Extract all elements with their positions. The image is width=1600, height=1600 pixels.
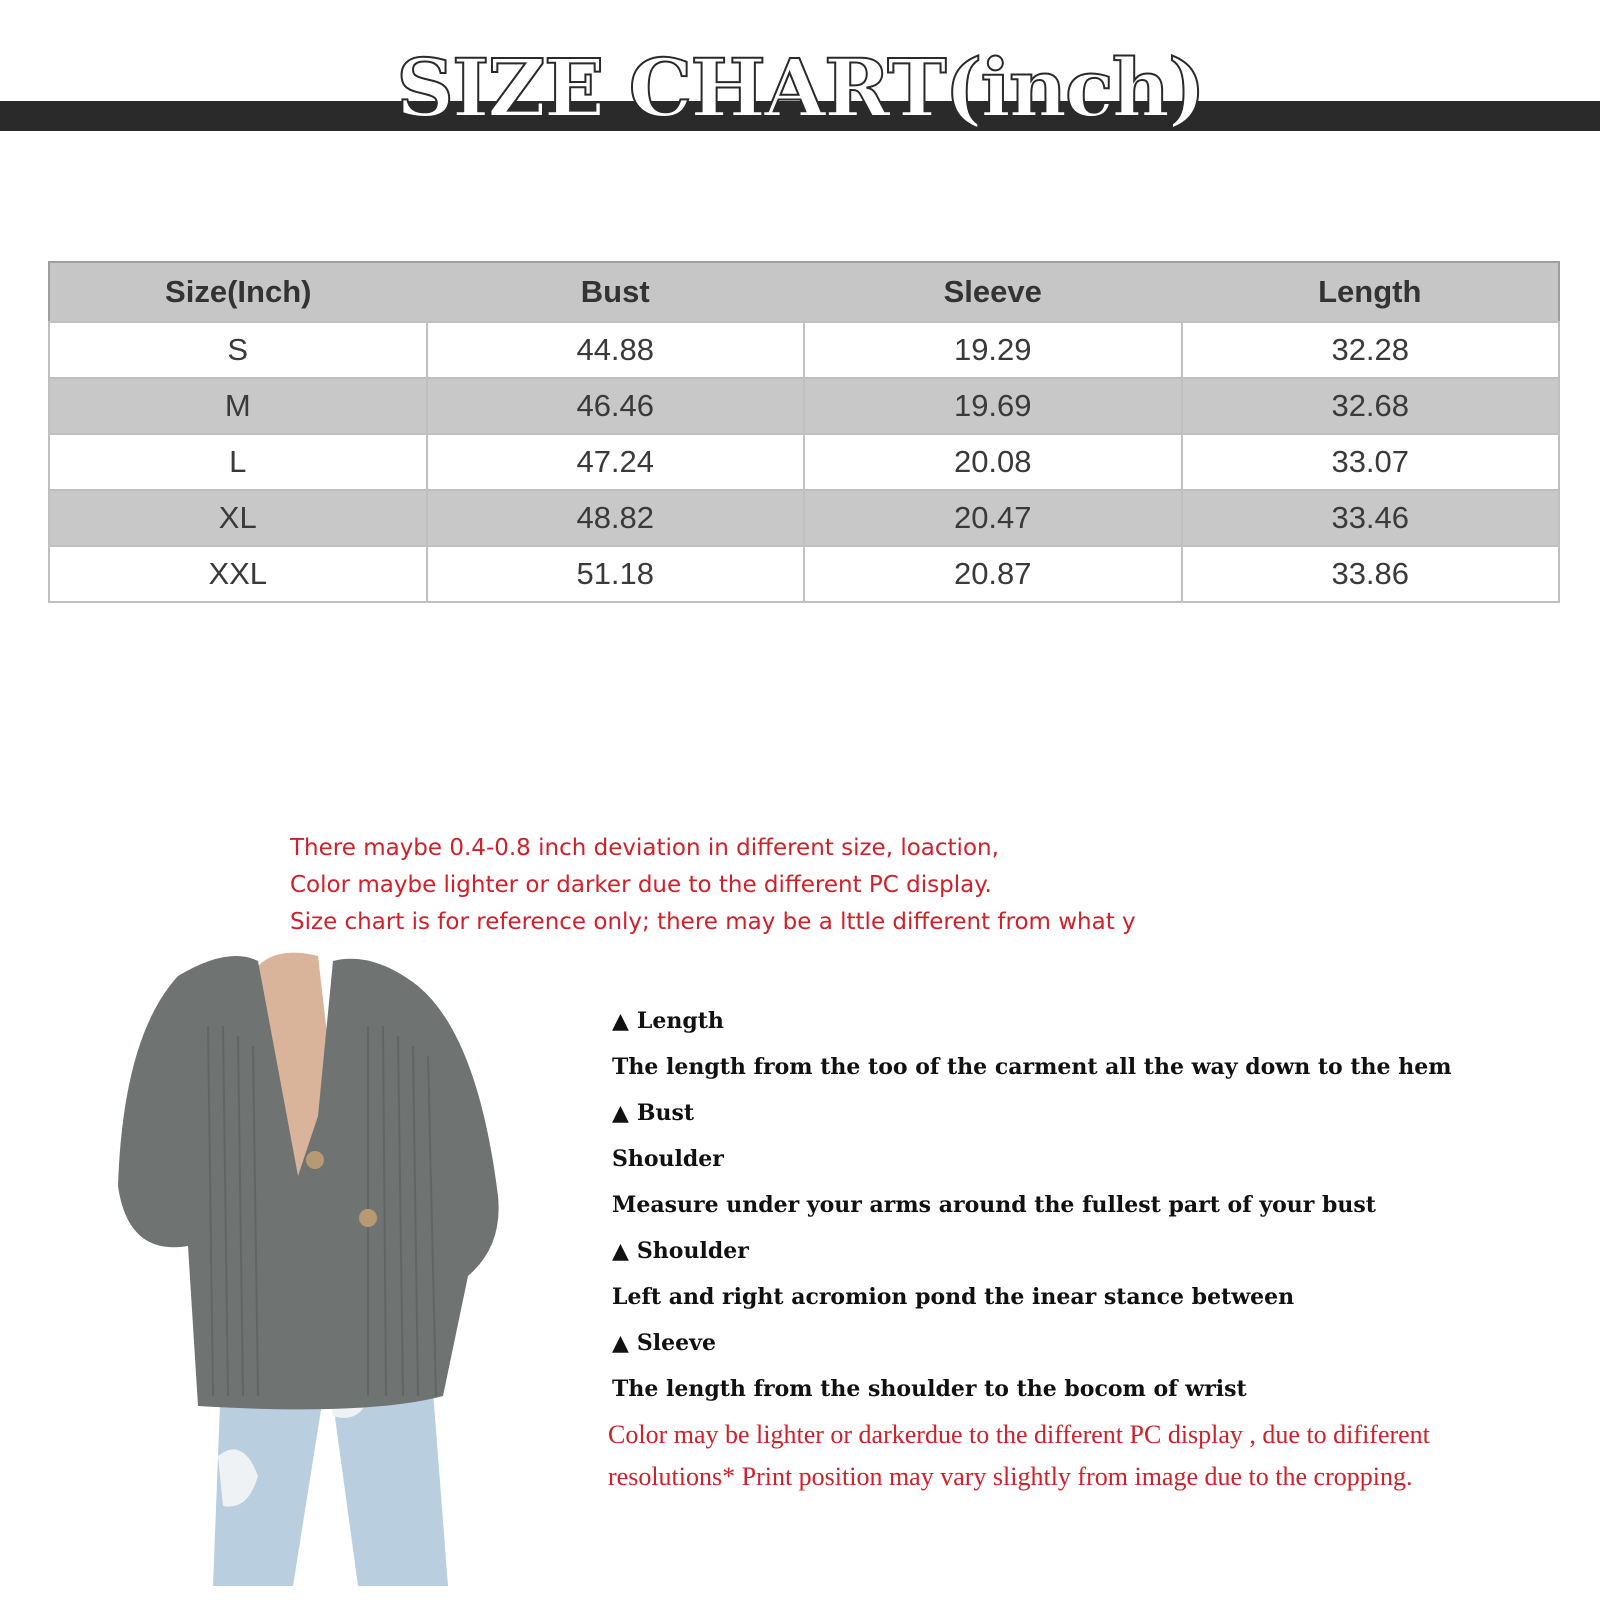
table-cell: 19.29 [804,322,1182,378]
table-cell: 33.07 [1182,434,1560,490]
guide-description: Left and right acromion pond the inear stance between [612,1284,1295,1310]
button-shape [359,1209,377,1227]
guide-heading-shoulder: ▲ Shoulder [612,1228,1572,1274]
table-cell: 20.08 [804,434,1182,490]
size-table [48,261,1560,603]
triangle-icon: ▲ [612,1008,629,1034]
table-cell: 20.87 [804,546,1182,602]
table-cell: 44.88 [427,322,805,378]
table-cell: 19.69 [804,378,1182,434]
column-header: Bust [427,262,805,322]
triangle-icon: ▲ [612,1238,629,1264]
table-header-row [49,262,1559,322]
table-row [49,490,1559,546]
table-cell: S [49,322,427,378]
guide-description: The length from the shoulder to the bocom of wrist [612,1376,1247,1402]
triangle-icon: ▲ [612,1100,629,1126]
guide-description: The length from the too of the carment all the way down to the hem [612,1054,1452,1080]
footnote-line: resolutions* Print position may vary slightly from image due to the cropping. [608,1462,1413,1491]
table-cell: 51.18 [427,546,805,602]
table-cell: 32.28 [1182,322,1560,378]
table-cell: 46.46 [427,378,805,434]
footnote-line: Color may be lighter or darkerdue to the different PC display , due to dififerent [608,1420,1430,1449]
table-row [49,434,1559,490]
table-cell: XXL [49,546,427,602]
table-cell: 33.46 [1182,490,1560,546]
notice-line: There maybe 0.4-0.8 inch deviation in different size, loaction, [290,835,999,861]
measurement-guide [612,998,1572,1412]
color-disclaimer [608,1414,1568,1498]
guide-heading-length: ▲ Length [612,998,1572,1044]
column-header: Sleeve [804,262,1182,322]
table-cell: 48.82 [427,490,805,546]
notice-line: Color maybe lighter or darker due to the different PC display. [290,872,992,898]
button-shape [306,1151,324,1169]
guide-heading-sleeve: ▲ Sleeve [612,1320,1572,1366]
table-cell: 32.68 [1182,378,1560,434]
table-cell: M [49,378,427,434]
column-header: Length [1182,262,1560,322]
table-cell: XL [49,490,427,546]
table-cell: 47.24 [427,434,805,490]
table-cell: 20.47 [804,490,1182,546]
table-row [49,378,1559,434]
guide-heading-bust: ▲ Bust [612,1090,1572,1136]
page-title: SIZE CHART(inch) [396,41,1204,135]
table-cell: 33.86 [1182,546,1560,602]
table-row [49,322,1559,378]
table-row [49,546,1559,602]
notice-line: Size chart is for reference only; there may be a lttle different from what y [290,909,1136,935]
deviation-notice [290,830,1150,941]
guide-description: Shoulder [612,1146,724,1172]
triangle-icon: ▲ [612,1330,629,1356]
guide-description: Measure under your arms around the fullest part of your bust [612,1192,1376,1218]
model-photo [118,946,518,1586]
table-cell: L [49,434,427,490]
column-header: Size(Inch) [49,262,427,322]
